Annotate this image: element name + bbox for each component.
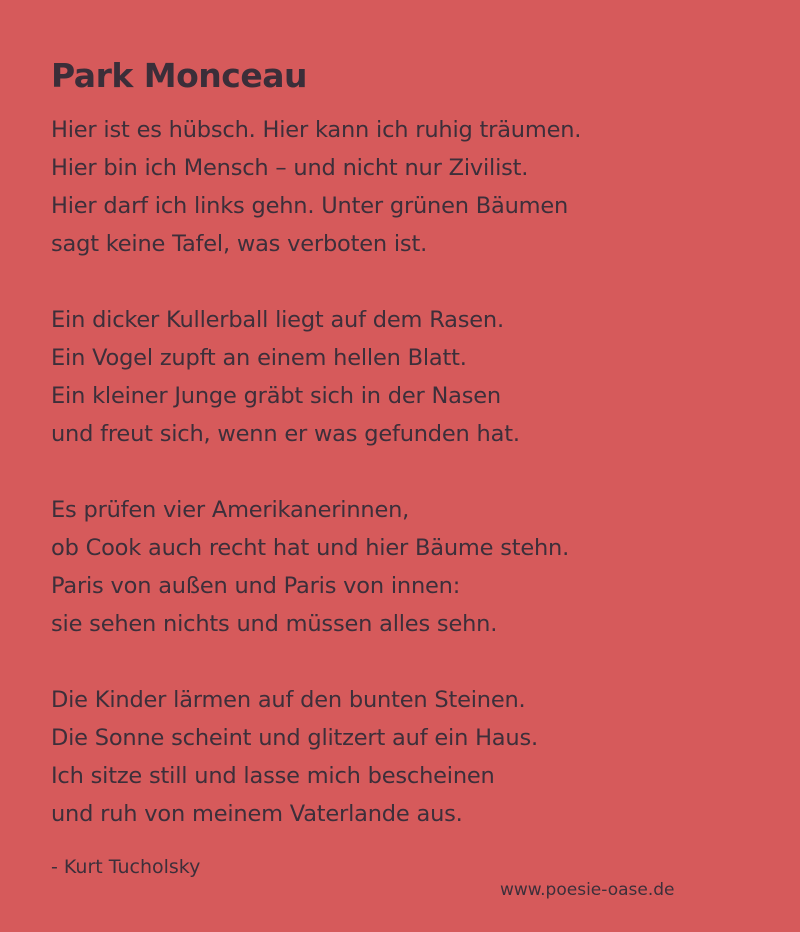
poem-line: Ich sitze still und lasse mich bescheinen — [51, 763, 495, 789]
poem-line: Die Sonne scheint und glitzert auf ein Haus. — [51, 725, 538, 751]
poem-line: sagt keine Tafel, was verboten ist. — [51, 231, 428, 257]
stanza-4 — [51, 681, 751, 833]
poem-line: Hier ist es hübsch. Hier kann ich ruhig träumen. — [51, 117, 582, 143]
poem-line: Hier bin ich Mensch – und nicht nur Zivilist. — [51, 155, 529, 181]
stanza-1 — [51, 111, 751, 263]
poem-line: Hier darf ich links gehn. Unter grünen Bäumen — [51, 193, 569, 219]
stanza-3 — [51, 491, 751, 643]
poem-line: Die Kinder lärmen auf den bunten Steinen. — [51, 687, 526, 713]
poem-line: Paris von außen und Paris von innen: — [51, 573, 461, 599]
poem-line: ob Cook auch recht hat und hier Bäume stehn. — [51, 535, 570, 561]
poem-line: sie sehen nichts und müssen alles sehn. — [51, 611, 498, 637]
poem-line: Ein dicker Kullerball liegt auf dem Rasen. — [51, 307, 504, 333]
poem-line: Es prüfen vier Amerikanerinnen, — [51, 497, 410, 523]
poem-line: Ein kleiner Junge gräbt sich in der Nasen — [51, 383, 501, 409]
stanza-2 — [51, 301, 751, 453]
poem-body — [51, 111, 751, 871]
poem-line: Ein Vogel zupft an einem hellen Blatt. — [51, 345, 467, 371]
website-credit: www.poesie-oase.de — [500, 880, 675, 900]
poem-author: - Kurt Tucholsky — [51, 856, 201, 878]
poem-line: und ruh von meinem Vaterlande aus. — [51, 801, 463, 827]
poem-title: Park Monceau — [51, 56, 307, 95]
poem-line: und freut sich, wenn er was gefunden hat. — [51, 421, 520, 447]
